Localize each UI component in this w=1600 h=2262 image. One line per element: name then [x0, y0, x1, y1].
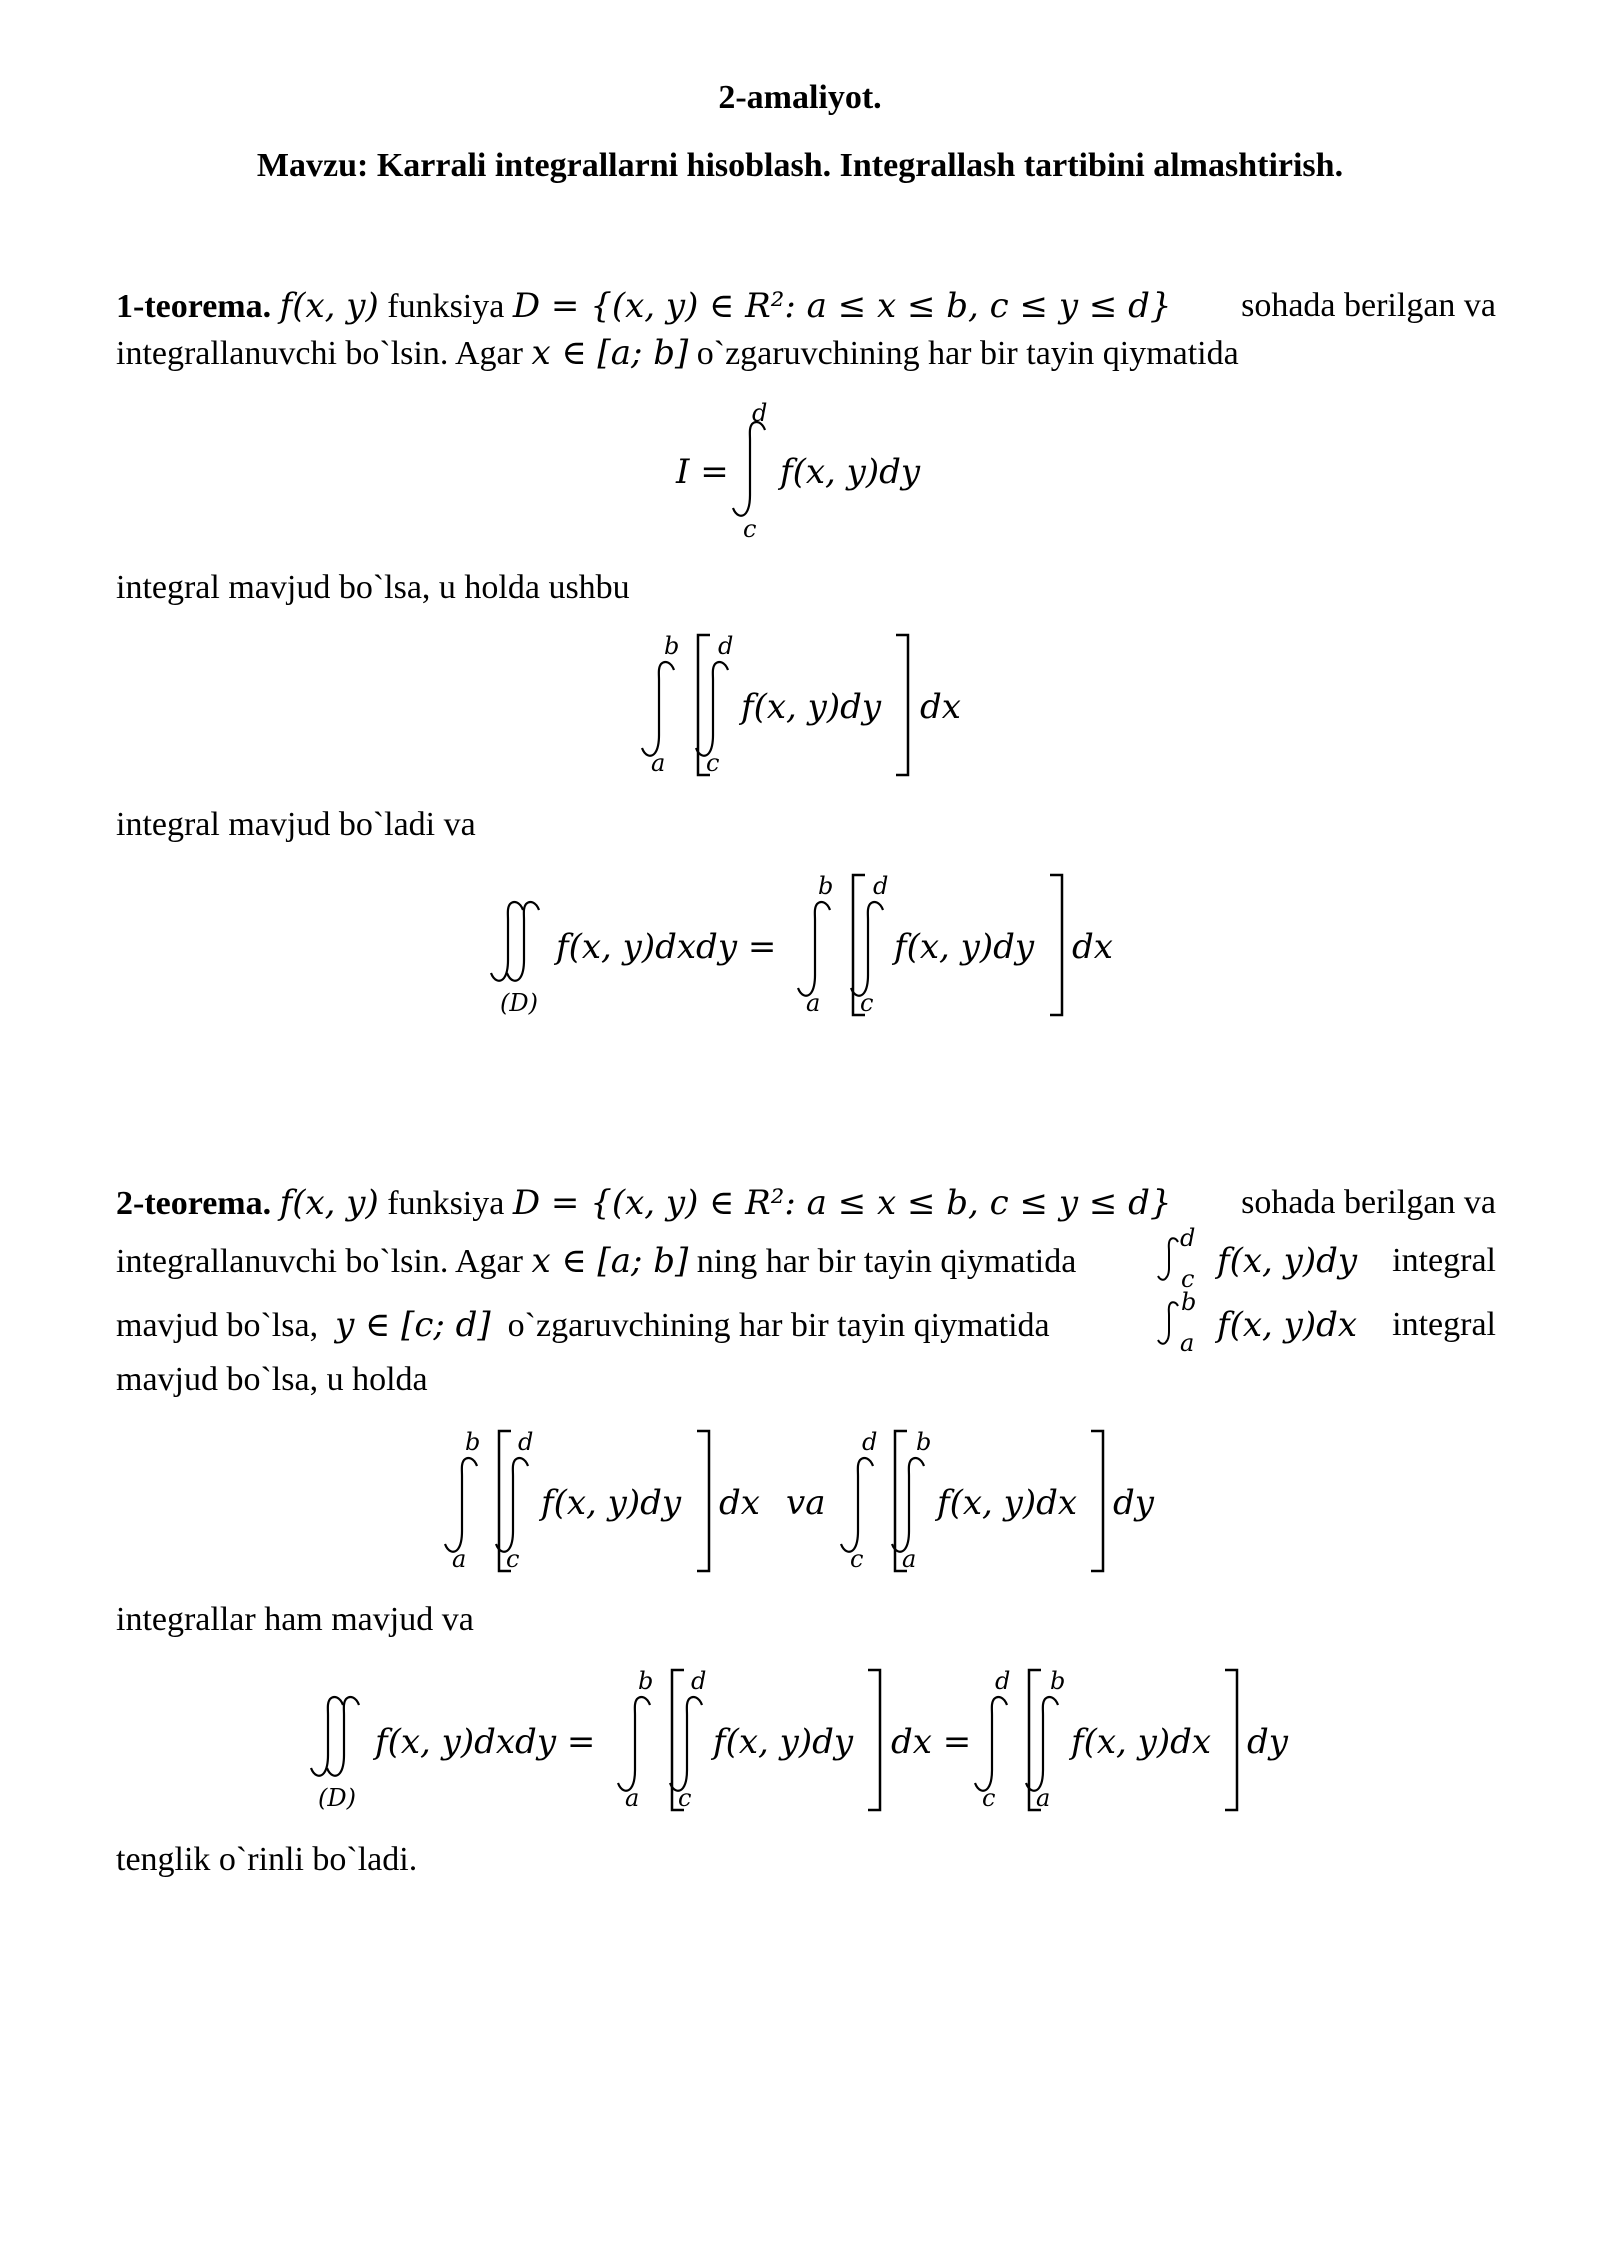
theorem2-line3-a: mavjud bo`lsa, — [116, 1307, 319, 1344]
theorem1-function: f(x, y) — [279, 286, 379, 326]
theorem1-interval: x ∈ [a; b] — [531, 333, 689, 373]
formula3-outer-upper: b — [818, 872, 834, 900]
formula2-inner-integral — [696, 662, 728, 756]
formula5-mid-integrand: f(x, y)dy — [713, 1722, 854, 1762]
formula3-lhs: f(x, y)dxdy = — [556, 927, 777, 967]
theorem1-label: 1-teorema. — [116, 288, 272, 325]
theorem1-line2-c: o`zgaruvchining har bir tayin qiymatida — [696, 335, 1239, 372]
formula4-left-right-bracket — [697, 1431, 709, 1571]
formula1-upper: d — [752, 399, 768, 427]
formula5-right-inner-upper: b — [1050, 1667, 1066, 1695]
formula4-left-inner-upper: d — [518, 1428, 534, 1456]
theorem1-text2: integral mavjud bo`lsa, u holda ushbu — [116, 569, 630, 606]
theorem2-line2-a: integrallanuvchi bo`lsin. Agar — [116, 1243, 523, 1280]
formula4-right — [841, 1428, 1155, 1573]
formula3-outer-lower: a — [806, 989, 821, 1017]
theorem1-line1-end: sohada berilgan va — [1241, 287, 1496, 324]
formula5-mid-outer-upper: b — [638, 1667, 654, 1695]
theorem2-line1-end: sohada berilgan va — [1241, 1184, 1496, 1221]
formula3-region: (D) — [500, 989, 538, 1017]
theorem2-line2-c: ning har bir tayin qiymatida — [696, 1243, 1077, 1280]
formula5-double-integral-b — [327, 1697, 359, 1776]
theorem2-function: f(x, y) — [279, 1183, 379, 1223]
formula4-right-diff: dy — [1113, 1483, 1154, 1523]
theorem2-line3 — [116, 1305, 1496, 1346]
theorem1-word: funksiya — [387, 288, 505, 325]
formula5-right-outer-integral — [975, 1697, 1007, 1791]
formula5-right-diff: dy — [1247, 1722, 1288, 1762]
formula5-mid-outer-lower: a — [625, 1784, 640, 1812]
formula5-region: (D) — [318, 1784, 356, 1812]
formula5-right-integrand: f(x, y)dx — [1071, 1722, 1212, 1762]
t2-inline-int1-lower: c — [1181, 1265, 1195, 1293]
formula2-outer-integral — [642, 662, 674, 756]
formula5 — [311, 1667, 1289, 1812]
theorem2-line2-e: integral — [1392, 1242, 1496, 1279]
formula4-right-outer-integral — [841, 1458, 873, 1552]
theorem2-line2 — [116, 1241, 1496, 1282]
formula5-mid-diff: dx = — [891, 1722, 972, 1762]
formula4-right-inner-upper: b — [916, 1428, 932, 1456]
theorem2-line2-interval: x ∈ [a; b] — [531, 1241, 689, 1281]
formula2 — [642, 632, 961, 777]
theorem2-text6: tenglik o`rinli bo`ladi. — [116, 1841, 418, 1878]
page-subtitle: Mavzu: Karrali integrallarni hisoblash. Integrallash tartibini almashtirish. — [256, 147, 1344, 184]
formula4-left — [445, 1428, 760, 1573]
t2-inline-int2-lower: a — [1180, 1329, 1195, 1357]
formula4-right-outer-upper: d — [862, 1428, 878, 1456]
formula4-left-inner-lower: c — [506, 1545, 520, 1573]
formula5-mid-inner-upper: d — [691, 1667, 707, 1695]
formula4-left-outer-upper: b — [465, 1428, 481, 1456]
formula5-lhs: f(x, y)dxdy = — [375, 1722, 596, 1762]
formula5-mid-inner-lower: c — [678, 1784, 692, 1812]
formula2-outer-lower: a — [651, 749, 666, 777]
formula4-left-inner-integral — [496, 1458, 528, 1552]
formula5-mid-outer-integral — [618, 1697, 650, 1791]
formula3-outer-integral — [798, 902, 830, 996]
t2-inline-int2-upper: b — [1181, 1288, 1197, 1316]
formula1-lower: c — [743, 515, 757, 543]
formula4-right-outer-lower: c — [850, 1545, 864, 1573]
formula5-right-right-bracket — [1225, 1670, 1237, 1810]
formula3-integrand: f(x, y)dy — [894, 927, 1035, 967]
theorem2-word: funksiya — [387, 1185, 505, 1222]
formula5-double-integral-a — [311, 1697, 343, 1776]
formula3-diff: dx — [1072, 927, 1113, 967]
t2-inline-int1-upper: d — [1180, 1224, 1196, 1252]
formula4-right-integrand: f(x, y)dx — [937, 1483, 1078, 1523]
theorem2-label: 2-teorema. — [116, 1185, 272, 1222]
theorem2-text5: integrallar ham mavjud va — [116, 1601, 474, 1638]
formula4-connector: va — [786, 1483, 826, 1523]
formula2-inner-lower: c — [706, 749, 720, 777]
formula2-right-bracket — [896, 635, 908, 775]
formula5-mid-right-bracket — [868, 1670, 880, 1810]
theorem2-line3-c: o`zgaruvchining har bir tayin qiymatida — [507, 1307, 1050, 1344]
formula4-left-outer-integral — [445, 1458, 477, 1552]
theorem2-domain: D = {(x, y) ∈ R²: a ≤ x ≤ b, c ≤ y ≤ d} — [512, 1183, 1172, 1223]
formula4-left-diff: dx — [719, 1483, 760, 1523]
formula4-left-integrand: f(x, y)dy — [541, 1483, 682, 1523]
formula1-lhs: I = — [676, 452, 729, 492]
theorem2-line3-e: integral — [1392, 1306, 1496, 1343]
theorem2-line2-integrand: f(x, y)dy — [1217, 1241, 1358, 1281]
formula4-right-inner-integral — [892, 1458, 924, 1552]
formula4-right-right-bracket — [1091, 1431, 1103, 1571]
formula3-inner-integral — [851, 902, 883, 996]
theorem1-line2-a: integrallanuvchi bo`lsin. Agar — [116, 335, 523, 372]
page-title: 2-amaliyot. — [718, 79, 882, 116]
formula4-right-inner-lower: a — [902, 1545, 917, 1573]
formula5-right-inner-integral — [1026, 1697, 1058, 1791]
formula1 — [675, 399, 921, 543]
theorem2-line3-integrand: f(x, y)dx — [1217, 1305, 1358, 1345]
formula1-integrand: f(x, y)dy — [780, 452, 921, 492]
formula3-right-bracket — [1050, 875, 1062, 1015]
formula5-right-inner-lower: a — [1036, 1784, 1051, 1812]
formula2-inner-upper: d — [718, 632, 734, 660]
formula3-double-integral-a — [491, 902, 523, 981]
formula5-right-outer-upper: d — [995, 1667, 1011, 1695]
formula1-integral-sign — [733, 422, 765, 516]
formula3-inner-upper: d — [873, 872, 889, 900]
formula3 — [491, 872, 1113, 1017]
formula2-integrand: f(x, y)dy — [741, 687, 882, 727]
formula4-left-outer-lower: a — [452, 1545, 467, 1573]
formula2-outer-upper: b — [664, 632, 680, 660]
theorem2-line4: mavjud bo`lsa, u holda — [116, 1361, 428, 1398]
formula5-right-outer-lower: c — [982, 1784, 996, 1812]
theorem1-text3: integral mavjud bo`ladi va — [116, 806, 476, 843]
formula2-diff: dx — [920, 687, 961, 727]
formula3-double-integral-b — [507, 902, 539, 981]
formula5-mid-inner-integral — [670, 1697, 702, 1791]
theorem1-domain: D = {(x, y) ∈ R²: a ≤ x ≤ b, c ≤ y ≤ d} — [512, 286, 1172, 326]
theorem2-line3-interval: y ∈ [c; d] — [335, 1305, 491, 1345]
formula3-inner-lower: c — [860, 989, 874, 1017]
theorem2-line1 — [116, 1183, 1496, 1224]
